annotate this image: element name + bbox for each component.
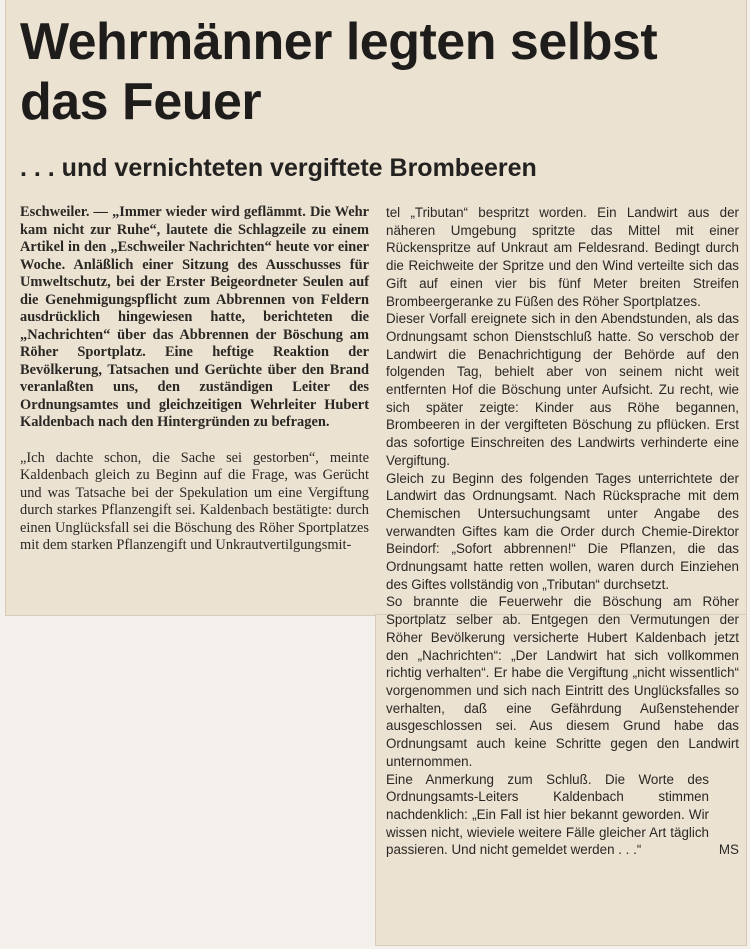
body-paragraph: tel „Tributan“ bespritzt worden. Ein Landwirt aus der näheren Umgebung spritzte das Mittel mit einer Rückenspritze auf Unkraut am Feldesrand. Bedingt durch die Reichweite der Spritze und den Wind verteilte sich das Gift auf einen vier bis fünf Meter breiten Streifen Brombeergeranke zu Füßen des Röher Sportplatzes.: [386, 205, 739, 309]
article-column-left: [20, 204, 369, 555]
body-paragraph-closing: Eine Anmerkung zum Schluß. Die Worte des Ordnungsamts-Leiters Kaldenbach stimmen nachdenklich: „Ein Fall ist hier bekannt geworden. Wir wissen nicht, wieviele weitere Fälle gleicher Art täglich passieren. Und nicht gemeldet werden . . .“: [386, 771, 709, 858]
subheadline: . . . und vernichteten vergiftete Brombeeren: [20, 154, 537, 182]
closing-block: [386, 771, 739, 860]
headline: Wehrmänner legten selbst das Feuer: [20, 13, 658, 131]
author-signature: MS: [718, 842, 739, 858]
body-paragraph-left: „Ich dachte schon, die Sache sei gestorben“, meinte Kaldenbach gleich zu Beginn auf die Frage, was Gerücht und was Tatsache bei der Spekulation um eine Vergiftung durch starkes Pflanzengift sei. Kaldenbach bestätigte: durch einen Unglücksfall sei die Böschung des Röher Sportplatzes mit dem starken Pflanzengift und Unkrautvertilgungsmit-: [20, 449, 369, 553]
article-column-right: [386, 204, 739, 859]
body-paragraph: Dieser Vorfall ereignete sich in den Abendstunden, als das Ordnungsamt schon Dienstschluß hatte. So verschob der Landwirt die Benachrichtigung der Behörde auf den folgenden Tag, behielt aber von seinem nicht weit entfernten Hof die Böschung unter Aufsicht. Zu recht, wie sich später zeigte: Kinder aus Röhe begannen, Brombeeren in der vergifteten Böschung zu pflücken. Erst das sofortige Einschreiten des Landwirts verhinderte eine Vergiftung.: [386, 311, 739, 468]
body-paragraph: So brannte die Feuerwehr die Böschung am Röher Sportplatz selber ab. Entgegen den Vermutungen der Röher Bevölkerung versicherte Hubert Kaldenbach jetzt den „Nachrichten“: „Der Landwirt hat sich vollkommen richtig verhalten“. Er habe die Vergiftung „nicht wissentlich“ vorgenommen und sich nach Eintritt des Unglücksfalles so verhalten, daß eine Gefährdung Außenstehender ausgeschlossen sei. Aus diesem Grund habe das Ordnungsamt auch keine Schritte gegen den Landwirt unternommen.: [386, 594, 739, 769]
body-paragraph: Gleich zu Beginn des folgenden Tages unterrichtete der Landwirt das Ordnungsamt. Nach Rücksprache mit dem Chemischen Untersuchungsamt unter Angabe des verwandten Giftes kam die Order durch Chemie-Direktor Beindorf: „Sofort abbrennen!“ Die Pflanzen, die das Ordnungsamt hatte retten wollen, waren durch Einziehen des Giftes vollständig von „Tributan“ durchsetzt.: [386, 470, 739, 592]
lead-paragraph: Eschweiler. — „Immer wieder wird geflämmt. Die Wehr kam nicht zur Ruhe“, lautete die Schlagzeile zu einem Artikel in den „Eschweiler Nachrichten“ heute vor einer Woche. Anläßlich einer Sitzung des Ausschusses für Umweltschutz, bei der Erster Beigeordneter Seulen auf die Genehmigungspflicht zum Abbrennen von Feldern ausdrücklich hingewiesen hatte, berichteten die „Nachrichten“ über das Abbrennen der Böschung am Röher Sportplatz. Eine heftige Reaktion der Bevölkerung, Tatsachen und Gerüchte über den Brand veranlaßten uns, den zuständigen Leiter des Ordnungsamtes und gleichzeitigen Wehrleiter Hubert Kaldenbach nach den Hintergründen zu befragen.: [20, 204, 369, 430]
